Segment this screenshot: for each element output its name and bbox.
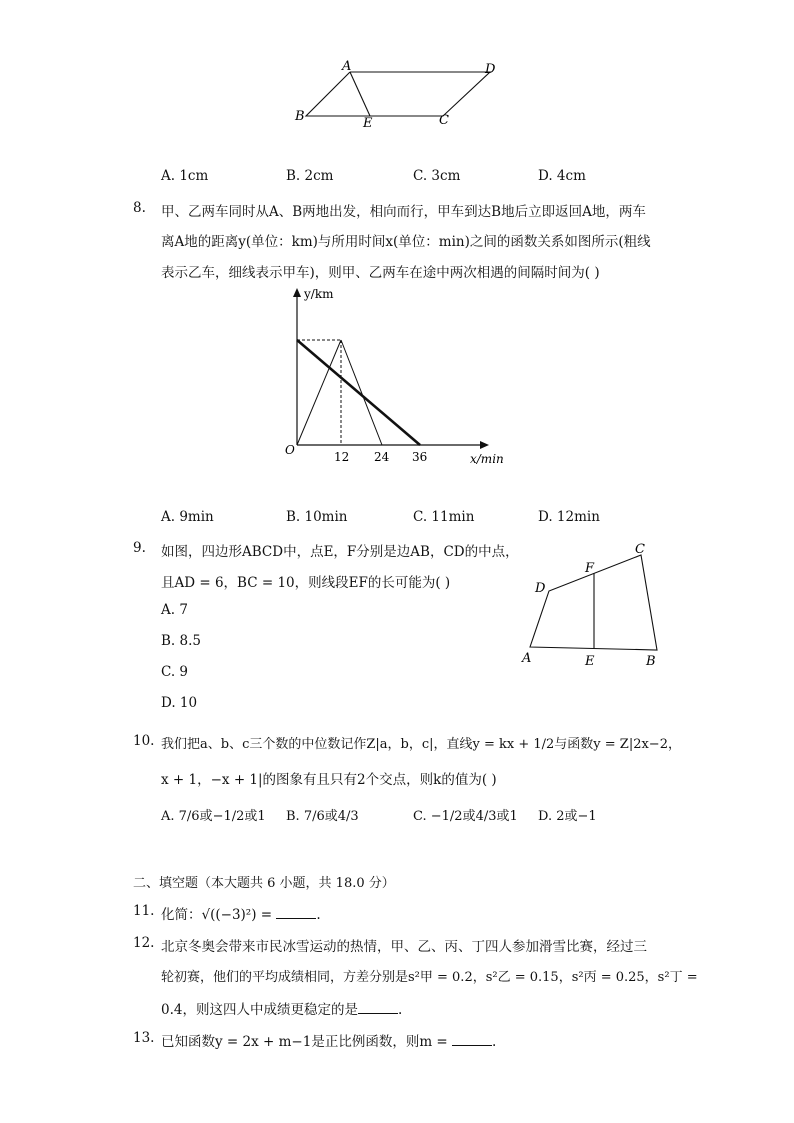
car-jia-out: [297, 340, 341, 445]
q13-text: 已知函数y = 2x + m−1是正比例函数，则m =: [161, 1034, 448, 1050]
label-b: B: [295, 109, 305, 124]
q9-option-d[interactable]: D. 10: [161, 695, 198, 711]
tick-12: 12: [334, 450, 350, 464]
quadrilateral-figure: [515, 538, 675, 673]
q10-option-b[interactable]: B. 7/6或4/3: [286, 809, 359, 824]
q12-suffix: .: [397, 1002, 403, 1018]
q8-line-3: 表示乙车，细线表示甲车)，则甲、乙两车在途中两次相遇的间隔时间为( ): [161, 265, 600, 281]
label-e: E: [585, 654, 595, 669]
q12-line-3: 0.4，则这四人中成绩更稳定的是: [161, 1002, 358, 1018]
q10-line-2: x + 1，−x + 1|的图象有且只有2个交点，则k的值为( ): [161, 772, 497, 788]
label-c: C: [635, 542, 645, 557]
q13-suffix: .: [492, 1034, 497, 1050]
parallelogram-outline: [306, 72, 490, 116]
q8-line-1: 甲、乙两车同时从A、B两地出发，相向而行，甲车到达B地后立即返回A地，两车: [161, 204, 646, 220]
q12-line-2: 轮初赛，他们的平均成绩相同，方差分别是s²甲 = 0.2，s²乙 = 0.15，s²丙 = 0.25，s²丁 =: [161, 970, 698, 985]
q12-number: 12.: [133, 935, 155, 951]
q9-option-b[interactable]: B. 8.5: [161, 633, 201, 649]
q11-body: [161, 903, 321, 923]
q8-option-b[interactable]: B. 10min: [286, 509, 348, 525]
car-yi-line: [297, 340, 420, 445]
q9-option-a[interactable]: A. 7: [161, 602, 188, 618]
q13-answer-blank[interactable]: [452, 1033, 492, 1046]
label-f: F: [585, 561, 595, 576]
q8-line-2: 离A地的距离y(单位：km)与所用时间x(单位：min)之间的函数关系如图所示(粗线: [161, 234, 651, 250]
q10-option-c[interactable]: C. −1/2或4/3或1: [413, 809, 518, 824]
label-d: D: [485, 62, 496, 77]
q9-line-2: 且AD = 6，BC = 10，则线段EF的长可能为( ): [161, 575, 451, 591]
section-2-title: 二、填空题（本大题共 6 小题，共 18.0 分）: [133, 876, 395, 891]
q9-line-1: 如图，四边形ABCD中，点E，F分别是边AB，CD的中点，: [161, 544, 519, 560]
q10-number: 10.: [133, 733, 155, 749]
q7-option-c[interactable]: C. 3cm: [413, 168, 461, 184]
label-e: E: [363, 116, 373, 130]
segment-ae: [350, 72, 370, 116]
q12-answer-blank[interactable]: [358, 1001, 398, 1014]
distance-time-graph: [280, 282, 520, 472]
x-axis-label: x/min: [470, 452, 504, 466]
q12-line-1: 北京冬奥会带来市民冰雪运动的热情，甲、乙、丙、丁四人参加滑雪比赛，经过三: [161, 939, 647, 955]
q11-answer-blank[interactable]: [276, 906, 316, 919]
label-b: B: [646, 654, 656, 669]
q7-option-b[interactable]: B. 2cm: [286, 168, 334, 184]
q10-line-1: 我们把a、b、c三个数的中位数记作Z|a，b，c|，直线y = kx + 1/2与函数y = Z|2x−2，: [161, 737, 681, 752]
tick-24: 24: [374, 450, 390, 464]
tick-36: 36: [412, 450, 428, 464]
car-jia-return: [341, 340, 382, 445]
x-axis-arrow: [480, 441, 489, 449]
q9-number: 9.: [133, 540, 146, 556]
q7-option-d[interactable]: D. 4cm: [538, 168, 586, 184]
label-a: A: [342, 59, 352, 74]
q13-number: 13.: [133, 1030, 155, 1046]
q9-option-c[interactable]: C. 9: [161, 664, 189, 680]
q13-body: [161, 1030, 496, 1050]
q11-prefix: 化简：: [161, 907, 202, 923]
q10-option-a[interactable]: A. 7/6或−1/2或1: [161, 809, 266, 824]
parallelogram-figure: [290, 58, 510, 130]
y-axis-arrow: [293, 288, 301, 297]
q10-option-d[interactable]: D. 2或−1: [538, 809, 597, 824]
label-a: A: [522, 651, 532, 666]
q8-option-a[interactable]: A. 9min: [161, 509, 214, 525]
label-d: D: [535, 581, 546, 596]
y-axis-label: y/km: [304, 287, 334, 301]
q12-line-3-wrap: [161, 998, 402, 1018]
origin-label: O: [285, 443, 295, 457]
q11-number: 11.: [133, 903, 155, 919]
q8-option-c[interactable]: C. 11min: [413, 509, 475, 525]
q11-suffix: .: [316, 907, 321, 923]
q8-number: 8.: [133, 200, 146, 216]
q11-expression: √((−3)²) =: [201, 907, 273, 923]
q7-option-a[interactable]: A. 1cm: [161, 168, 209, 184]
label-c: C: [439, 113, 449, 128]
q8-option-d[interactable]: D. 12min: [538, 509, 600, 525]
